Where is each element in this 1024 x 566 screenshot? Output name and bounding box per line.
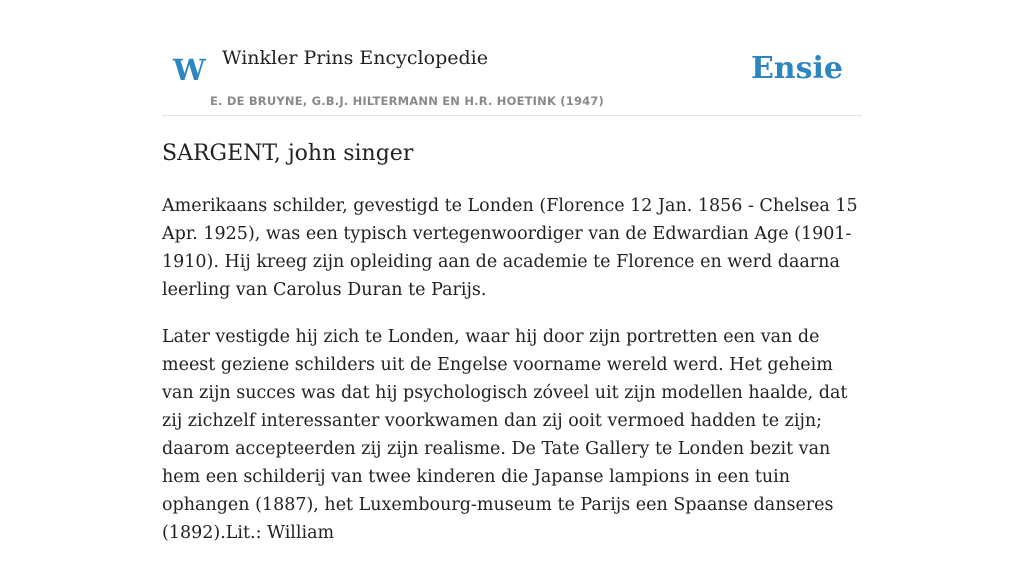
article-title: SARGENT, john singer [162, 141, 414, 166]
content-container [162, 0, 862, 543]
article-paragraph: Later vestigde hij zich te Londen, waar hij door zijn portretten een van de meest geziene schilders uit de Engelse voorname wereld werd. Het geheim van zijn succes was dat hij psychologisch zóveel uit zijn modellen haalde, dat zij zichzelf interessanter voorkwamen dan zij ooit vermoed hadden te zijn; daarom accepteerden zij zijn realisme. De Tate Gallery te Londen bezit van hem een schilderij van twee kinderen die Japanse lampions in een tuin ophangen (1887), het Luxembourg-museum te Parijs een Spaanse danseres (1892).Lit.: William [162, 327, 848, 543]
ensie-logo[interactable]: Ensie [750, 51, 843, 86]
article-paragraph: Amerikaans schilder, gevestigd te Londen (Florence 12 Jan. 1856 - Chelsea 15 Apr. 1925), was een typisch vertegenwoordiger van de Edwardian Age (1901-1910). Hij kreeg zijn opleiding aan de academie te Florence en werd daarna leerling van Carolus Duran te Parijs. [162, 196, 858, 300]
winkler-prins-logo-icon[interactable]: W [173, 53, 206, 87]
source-authors: E. DE BRUYNE, G.B.J. HILTERMANN EN H.R. HOETINK (1947) [210, 94, 605, 108]
source-title[interactable]: Winkler Prins Encyclopedie [222, 47, 488, 69]
site-header [162, 0, 862, 116]
article-body [162, 192, 862, 566]
